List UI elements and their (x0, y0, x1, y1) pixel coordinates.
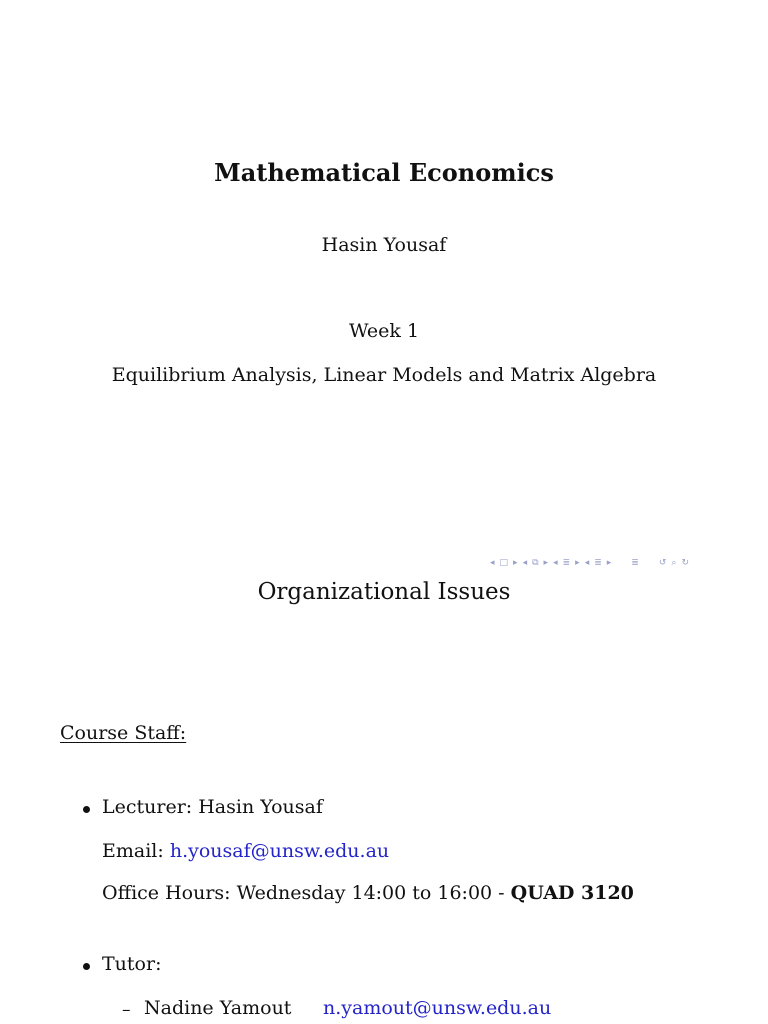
nav-prev-arrow-icon[interactable]: ◂ (522, 558, 528, 568)
email-label: Email: (102, 840, 164, 862)
slide-title: Organizational Issues (257, 579, 511, 605)
week-label: Week 1 (348, 320, 420, 342)
presentation-title: Mathematical Economics (214, 158, 554, 187)
tutor-name: Nadine Yamout (144, 997, 292, 1019)
nav-next-arrow-icon[interactable]: ▸ (606, 558, 612, 568)
nav-back-icon[interactable]: ↺ (658, 558, 667, 568)
nav-prev-arrow-icon[interactable]: ◂ (553, 558, 558, 568)
nav-prev-arrow-icon[interactable]: ◂ (490, 558, 495, 568)
nav-search-icon[interactable]: ⌕ (671, 558, 677, 568)
nav-section-right-icon[interactable]: ≣ (594, 558, 602, 568)
nav-outline-icon[interactable]: ≣ (631, 558, 639, 568)
nav-next-arrow-icon[interactable]: ▸ (513, 558, 518, 568)
presentation-subtitle: Equilibrium Analysis, Linear Models and Matrix Algebra (111, 364, 657, 386)
author-name: Hasin Yousaf (321, 234, 447, 256)
bullet-dot-icon (83, 806, 90, 813)
nav-next-arrow-icon[interactable]: ▸ (543, 558, 549, 568)
nav-next-arrow-icon[interactable]: ▸ (575, 558, 580, 568)
sub-bullet-dash: – (122, 1000, 131, 1020)
nav-prev-arrow-icon[interactable]: ◂ (584, 558, 590, 568)
lecturer-label: Lecturer: Hasin Yousaf (102, 796, 323, 818)
office-hours-label: Office Hours: Wednesday 14:00 to 16:00 - (102, 882, 505, 904)
tutor-email-link[interactable]: n.yamout@unsw.edu.au (323, 997, 552, 1019)
lecturer-email-link[interactable]: h.yousaf@unsw.edu.au (169, 840, 390, 862)
nav-section-left-icon[interactable]: ≣ (562, 558, 571, 568)
nav-subsection-icon[interactable]: ⧉ (532, 558, 539, 568)
beamer-navigation-bar (490, 556, 762, 570)
course-staff-heading: Course Staff: (60, 722, 187, 744)
tutor-label: Tutor: (102, 953, 162, 975)
nav-forward-icon[interactable]: ↻ (681, 558, 689, 568)
bullet-dot-icon (83, 963, 90, 970)
nav-frame-icon[interactable]: □ (499, 558, 509, 568)
office-room: QUAD 3120 (510, 882, 634, 904)
lecturer-email-line (102, 840, 389, 862)
office-hours-line (102, 882, 634, 904)
